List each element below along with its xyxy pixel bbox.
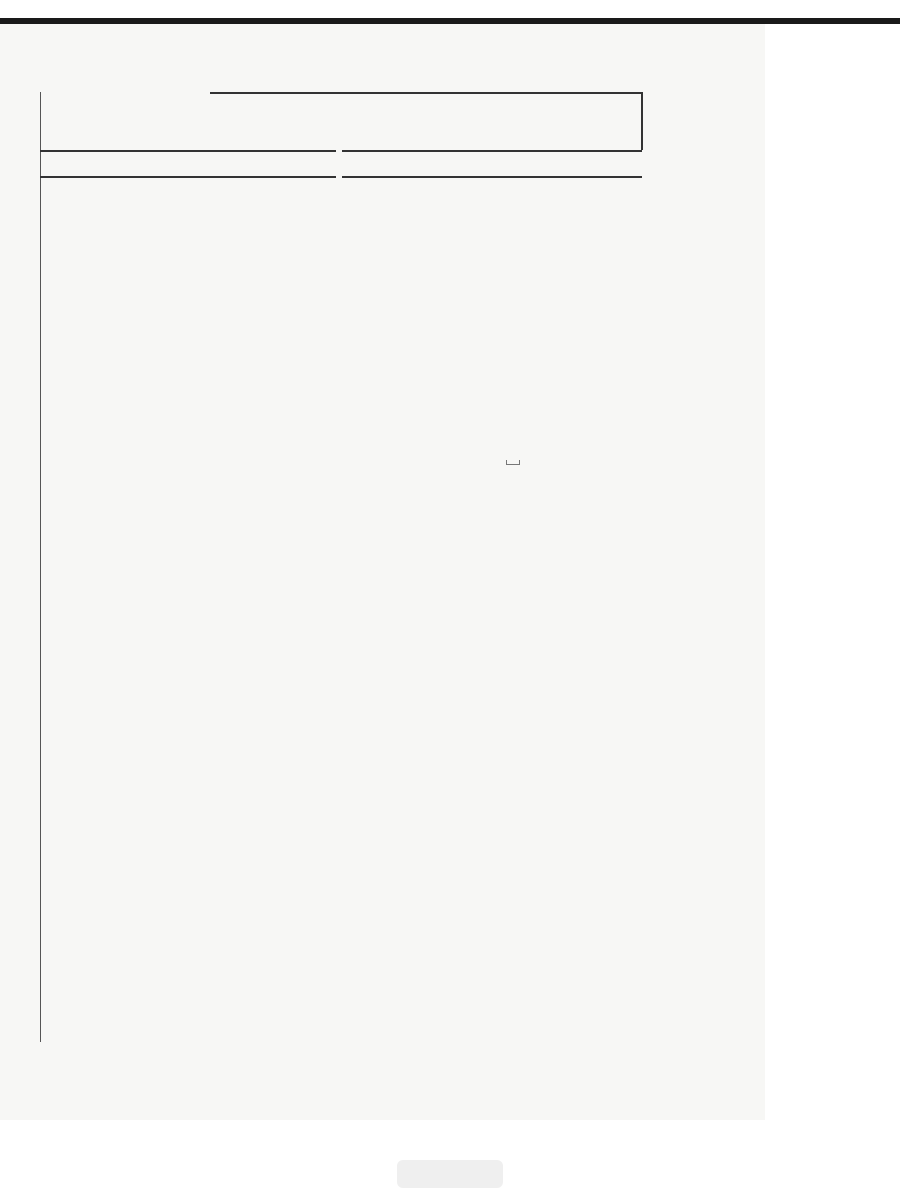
legend xyxy=(48,1034,59,1049)
via-bracket xyxy=(506,460,520,465)
title-right-rule xyxy=(641,92,643,150)
station-code-header-right xyxy=(342,150,642,178)
table-title xyxy=(212,96,492,128)
table-frame xyxy=(40,92,643,1042)
page-indicator xyxy=(397,1160,503,1188)
title-rule xyxy=(210,92,642,94)
station-code-header-left xyxy=(40,150,336,178)
